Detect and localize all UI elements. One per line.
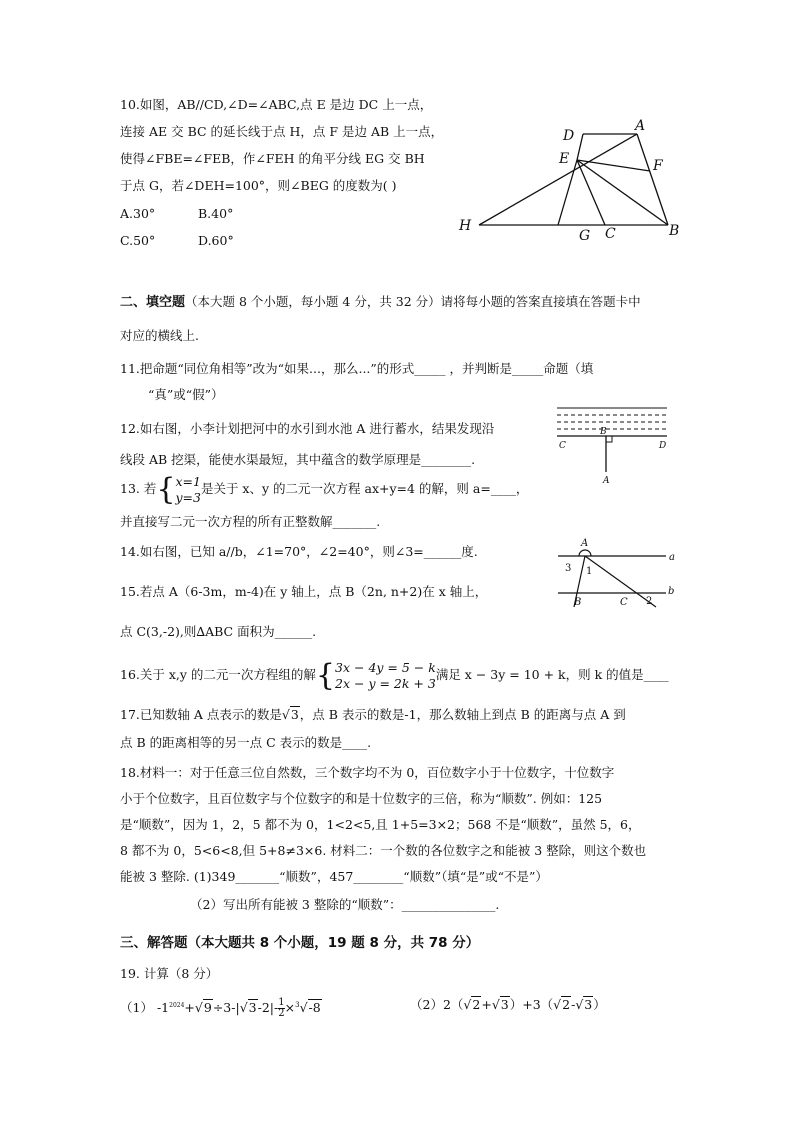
- q17-line1: [120, 707, 626, 723]
- q19-p2-rad4: 3: [584, 997, 593, 1012]
- segment-ef: [577, 160, 650, 171]
- label-e: E: [559, 151, 570, 167]
- q18-line2: 小于个位数字，且百位数字与个位数字的和是十位数字的三倍，称为“顺数”. 例如：125: [120, 791, 603, 806]
- label-g: G: [579, 228, 591, 243]
- q10-option-d: D.60°: [198, 233, 234, 248]
- q19-p1-b: +: [184, 1000, 195, 1016]
- q18-line3: 是“顺数”，因为 1，2，5 都不为 0，1<2<5,且 1+5=3×2；568 不是“顺数”，虽然 5，6，: [120, 817, 641, 832]
- q10-figure: [455, 118, 695, 243]
- q19-p1-f: ×: [284, 1000, 296, 1016]
- q19-p2-rad3: 2: [562, 997, 571, 1012]
- label-2: 2: [646, 596, 653, 607]
- q11-line2: “真”或“假”）: [148, 387, 224, 402]
- q19-p1-exp: 2024: [169, 1002, 185, 1009]
- label-C: C: [620, 597, 628, 608]
- sqrt-icon: √: [281, 707, 290, 722]
- label-b: B: [600, 427, 607, 437]
- q17-part2: ，点 B 表示的数是-1，那么数轴上到点 B 的距离与点 A 到: [299, 707, 626, 722]
- label-a: a: [669, 552, 675, 563]
- label-a: A: [603, 476, 610, 486]
- section2-header: [120, 294, 641, 311]
- label-3: 3: [565, 563, 572, 574]
- q13-text: 是关于 x、y 的二元一次方程 ax+y=4 的解，则 a=____，: [200, 481, 529, 496]
- q19-p2-rad1: 2: [472, 997, 481, 1012]
- q19-p1-label: （1）: [120, 1000, 153, 1016]
- q17-radicand: 3: [290, 707, 299, 722]
- q19-p1-e: -: [274, 1000, 279, 1016]
- q11-line1: 11.把命题“同位角相等”改为“如果...，那么...”的形式_____ ，并判断是_____命题（填: [120, 361, 594, 376]
- q16-eq1: 3x − 4y = 5 − k: [335, 659, 436, 675]
- q19-p1-rad1: 9: [203, 1000, 212, 1016]
- q19-part2: [410, 994, 606, 1016]
- q17-part1: 17.已知数轴 A 点表示的数是: [120, 707, 282, 722]
- label-1: 1: [586, 566, 593, 577]
- q18-line5: 能被 3 整除. (1)349_______“顺数”，457________“顺数”（填“是”或“不是”）: [120, 869, 548, 884]
- q13-prefix: 13. 若: [120, 481, 157, 496]
- q10-option-c: C.50°: [120, 233, 156, 248]
- q19-p2-plus: +: [481, 997, 492, 1012]
- q14-line: 14.如右图，已知 a//b，∠1=70°，∠2=40°，则∠3=______度.: [120, 544, 478, 559]
- q10-line4: 于点 G，若∠DEH=100°，则∠BEG 的度数为( ): [120, 178, 397, 193]
- q16-suffix: 满足 x − 3y = 10 + k，则 k 的值是____: [435, 667, 669, 682]
- q19-p1-root-index: 3: [295, 1001, 300, 1009]
- label-h: H: [459, 218, 472, 234]
- section3-title: 三、解答题（本大题共 8 个小题，19 题 8 分，共 78 分）: [120, 935, 480, 951]
- q16-prefix: 16.关于 x,y 的二元一次方程组的解: [120, 667, 316, 682]
- label-a: A: [635, 118, 646, 134]
- sqrt-icon: √: [463, 997, 472, 1012]
- q19-title: 19. 计算（8 分）: [120, 966, 219, 981]
- q12-figure: [552, 404, 677, 486]
- segment-ha: [479, 134, 637, 225]
- q13-eq1: x=1: [175, 473, 201, 489]
- label-c: C: [559, 441, 566, 451]
- q13-line1: [120, 471, 528, 507]
- sqrt-icon: √: [194, 1000, 203, 1016]
- q15-line2: 点 C(3,-2),则∆ABC 面积为______.: [120, 624, 317, 639]
- q19-part1: [120, 994, 322, 1019]
- q19-p1-rad2: 3: [248, 1000, 257, 1016]
- brace-icon: {: [315, 657, 336, 693]
- q10-line3: 使得∠FBE=∠FEB，作∠FEH 的角平分线 EG 交 BH: [120, 151, 425, 166]
- section2-desc: （本大题 8 个小题，每小题 4 分，共 32 分）请将每小题的答案直接填在答题卡中: [185, 294, 641, 309]
- label-d: D: [659, 441, 667, 451]
- q15-line1: 15.若点 A（6-3m，m-4)在 y 轴上，点 B（2n, n+2)在 x 轴上，: [120, 584, 488, 599]
- q13-line2: 并直接写二元一次方程的所有正整数解_______.: [120, 514, 381, 529]
- label-c: C: [605, 226, 616, 242]
- q19-p2-minus: -: [571, 997, 576, 1012]
- q17-line2: 点 B 的距离相等的另一点 C 表示的数是____.: [120, 735, 372, 750]
- cbrt-icon: √: [299, 1000, 308, 1016]
- abs-bar-icon: |: [235, 1000, 240, 1016]
- label-B: B: [574, 597, 582, 608]
- label-f: F: [653, 158, 663, 174]
- q10-line2: 连接 AE 交 BC 的延长线于点 H，点 F 是边 AB 上一点，: [120, 124, 444, 139]
- q10-line1: 10.如图，AB//CD,∠D=∠ABC,点 E 是边 DC 上一点，: [120, 97, 433, 112]
- q19-p2-end: ）: [593, 997, 606, 1012]
- q16-eq2: 2x − y = 2k + 3: [335, 675, 436, 691]
- label-b: b: [668, 586, 675, 597]
- abs-bar-icon: |: [269, 1000, 275, 1016]
- q14-figure: [548, 532, 688, 612]
- section2-title: 二、填空题: [120, 295, 186, 310]
- label-b: B: [669, 223, 680, 239]
- sqrt-icon: √: [553, 997, 562, 1012]
- q18-line1: 18.材料一：对于任意三位自然数，三个数字均不为 0，百位数字小于十位数字，十位数字: [120, 765, 615, 780]
- section2-desc2: 对应的横线上.: [120, 328, 199, 343]
- q19-p1-a: -1: [156, 1000, 170, 1016]
- q18-line4: 8 都不为 0，5<6<8,但 5+8≠3×6. 材料二：一个数的各位数字之和能被 3 整除，则这个数也: [120, 843, 647, 858]
- q19-p2-mid: ）+3（: [509, 997, 554, 1012]
- q19-p1-d: -2: [257, 1000, 270, 1016]
- label-A: A: [581, 538, 589, 549]
- q19-p2-rad2: 3: [500, 997, 509, 1012]
- q10-option-a: A.30°: [120, 206, 156, 221]
- q19-p1-frac-num: 1: [278, 997, 285, 1009]
- label-d: D: [563, 128, 575, 144]
- q10-option-b: B.40°: [198, 206, 234, 221]
- q12-line1: 12.如右图，小李计划把河中的水引到水池 A 进行蓄水，结果发现沿: [120, 421, 495, 436]
- q18-line6: （2）写出所有能被 3 整除的“顺数”：_______________.: [190, 897, 500, 912]
- brace-icon: {: [156, 471, 176, 507]
- q12-line2: 线段 AB 挖渠，能使水渠最短，其中蕴含的数学原理是________.: [120, 452, 476, 467]
- q16-line: [120, 657, 669, 693]
- q13-eq2: y=3: [175, 489, 201, 505]
- q19-p1-c: ÷3-: [212, 1000, 236, 1016]
- sqrt-icon: √: [239, 1000, 248, 1016]
- q19-p2-label: （2）2（: [410, 997, 464, 1012]
- q19-p1-rad3: -8: [308, 1000, 321, 1016]
- sqrt-icon: √: [575, 997, 584, 1012]
- segment-ab: [637, 134, 668, 225]
- segment-de: [577, 134, 583, 160]
- q19-p1-frac-den: 2: [278, 1008, 285, 1020]
- sqrt-icon: √: [491, 997, 500, 1012]
